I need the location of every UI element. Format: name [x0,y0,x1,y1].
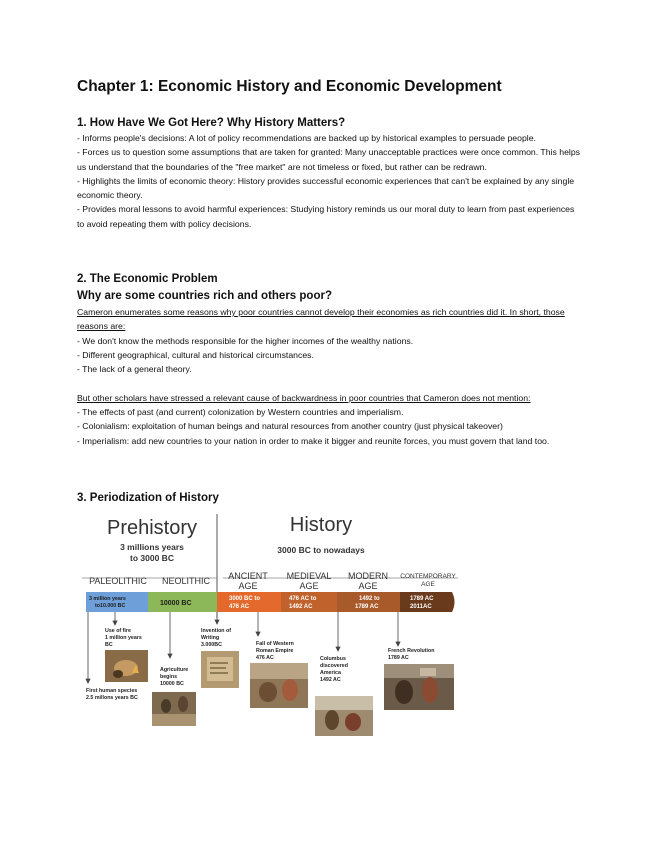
event-arrow [215,620,219,624]
section2-others-intro: But other scholars have stressed a relevant cause of backwardness in poor countries that Cameron does not mention: [77,392,531,403]
age-label-paleolithic: PALEOLITHIC [89,576,147,586]
age-label-modern-2: AGE [358,581,378,591]
age-label-ancient: ANCIENT [228,571,268,581]
range-paleolithic-1: 3 million years [89,596,126,602]
section1-bullet: - Highlights the limits of economic theory: History provides successful economic experiences that can't be explained by any single economic theory. [77,175,575,201]
range-medieval-1: 476 AC to [289,596,317,602]
section3-heading: 3. Periodization of History [77,492,219,504]
section2-subheading: Why are some countries rich and others poor? [77,290,332,302]
section1-heading: 1. How Have We Got Here? Why History Matters? [77,117,346,129]
event-columbus: Columbus discovered America 1492 AC [320,656,348,683]
event-arrow [396,642,400,646]
range-modern-2: 1789 AC [355,604,379,610]
prehistory-subtitle-2: to 3000 BC [130,553,174,563]
painting-use-of-fire [105,650,148,682]
age-label-modern: MODERN [348,571,388,581]
painting-fall-of-rome [250,663,308,708]
history-title: History [289,514,353,536]
section2-body [77,305,582,448]
section2-other: - The effects of past (and current) colonization by Western countries and imperialism. [77,407,404,418]
age-label-medieval-2: AGE [299,581,319,591]
section2-reason: - The lack of a general theory. [77,364,192,375]
timeline-segment-paleolithic [86,592,148,612]
event-french-revolution: French Revolution 1789 AC [388,648,435,661]
event-arrow [336,647,340,651]
section1-bullet: - Provides moral lessons to avoid harmful experiences: Studying history reminds us our moral duty to learn from past experiences to avoid repeating them with policy decisions. [77,204,575,229]
chapter-title: Chapter 1: Economic History and Economic Development [77,78,502,95]
range-medieval-2: 1492 AC [289,604,313,610]
range-ancient-1: 3000 BC to [229,596,261,602]
section1-bullet: - Forces us to question some assumptions that are taken for granted: Many unacceptable practices were once common. This helps us understand that the boundaries of the "free market" are not timeless or fixed, but rather can be redrawn. [77,147,581,172]
range-contemporary-1: 1789 AC [410,596,434,602]
section2-reason: - Different geographical, cultural and historical circumstances. [77,349,314,360]
painting-writing [201,651,239,688]
section2-other: - Imperialism: add new countries to your nation in order to make it bigger and reunite forces, you must govern that land too. [77,435,550,446]
event-arrow [256,632,260,636]
age-label-ancient-2: AGE [238,581,258,591]
painting-columbus [315,696,373,736]
range-paleolithic-2: to10.000 BC [95,603,126,609]
range-ancient-2: 476 AC [229,604,250,610]
section1-body [77,131,582,231]
event-fall-of-rome: Fall of Western Roman Empire 476 AC [256,641,294,661]
range-contemporary-2: 2011AC [410,604,432,610]
section2-heading: 2. The Economic Problem [77,273,218,285]
range-neolithic-1: 10000 BC [160,600,192,607]
painting-french-revolution [384,664,454,710]
prehistory-subtitle-1: 3 millions years [120,542,184,552]
section1-bullet: - Informs people's decisions: A lot of policy recommendations are backed up by historical examples to persuade people. [77,133,536,143]
section2-intro: Cameron enumerates some reasons why poor countries cannot develop their economies as rich countries did it. In short, those reasons are: [77,307,565,332]
age-label-contemporary-2: AGE [421,581,435,588]
range-modern-1: 1492 to [359,596,380,602]
event-arrow [86,679,90,683]
age-label-neolithic: NEOLITHIC [161,576,211,586]
event-use-of-fire: Use of fire 1 million years BC [105,628,142,648]
event-agriculture: Agriculture begins 10000 BC [160,667,189,687]
age-label-medieval: MEDIEVAL [286,571,332,581]
painting-agriculture [152,692,196,726]
event-first-human-species: First human species 2.5 millons years BC [86,688,138,701]
history-subtitle: 3000 BC to nowadays [277,545,365,555]
section2-reason: - We don't know the methods responsible for the higher incomes of the wealthy nations. [77,335,414,346]
event-arrow [113,621,117,625]
section2-other: - Colonialism: exploitation of human beings and natural resources from another country (just physical takeover) [77,421,503,432]
periodization-figure [80,508,465,748]
prehistory-title: Prehistory [106,517,198,539]
event-arrow [168,654,172,658]
event-invention-of-writing: Invention of Writing 3.000BC [201,628,232,648]
age-label-contemporary: CONTEMPORARY [400,573,456,580]
